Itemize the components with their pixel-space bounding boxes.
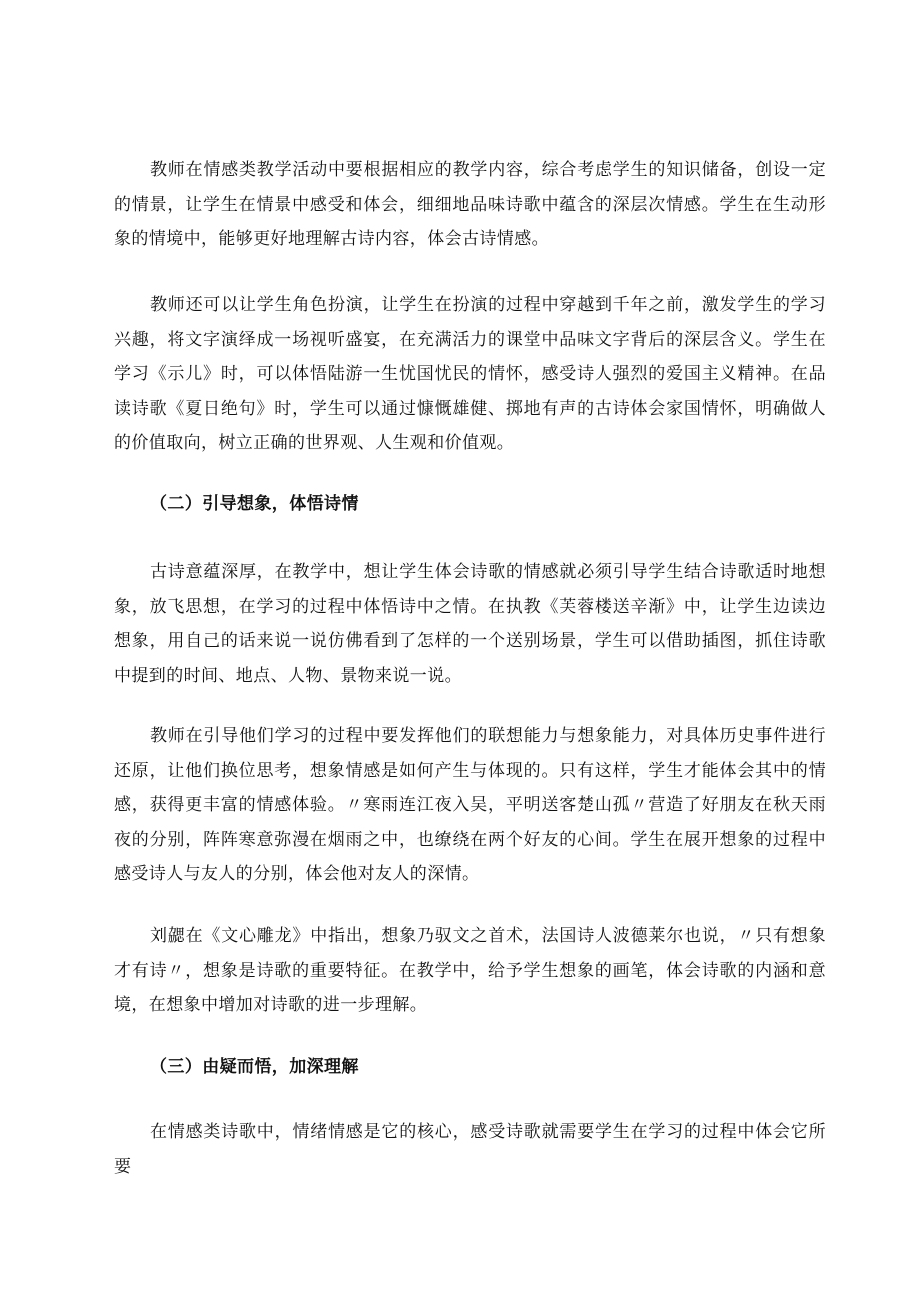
paragraph-emotion-core: 在情感类诗歌中，情绪情感是它的核心，感受诗歌就需要学生在学习的过程中体会它所要 [114, 1122, 826, 1177]
paragraph-imagination-teaching: 古诗意蕴深厚，在教学中，想让学生体会诗歌的情感就必须引导学生结合诗歌适时地想象，放飞思想，在学习的过程中体悟诗中之情。在执教《芙蓉楼送辛渐》中，让学生边读边想象，用自己的话来说一说仿佛看到了怎样的一个送别场景，学生可以借助插图，抓住诗歌中提到的时间、地点、人物、景物来说一说。 [114, 562, 826, 686]
paragraph-role-play: 教师还可以让学生角色扮演，让学生在扮演的过程中穿越到千年之前，激发学生的学习兴趣，将文字演绎成一场视听盛宴，在充满活力的课堂中品味文字背后的深层含义。学生在学习《示儿》时，可以体悟陆游一生忧国忧民的情怀，感受诗人强烈的爱国主义精神。在品读诗歌《夏日绝句》时，学生可以通过慷慨雄健、掷地有声的古诗体会家国情怀，明确做人的价值取向，树立正确的世界观、人生观和价值观。 [114, 295, 826, 453]
paragraph-association-ability: 教师在引导他们学习的过程中要发挥他们的联想能力与想象能力，对具体历史事件进行还原，让他们换位思考，想象情感是如何产生与体现的。只有这样，学生才能体会其中的情感，获得更丰富的情感体验。〃寒雨连江夜入吴，平明送客楚山孤〃营造了好朋友在秋天雨夜的分别，阵阵寒意弥漫在烟雨之中，也缭绕在两个好友的心间。学生在展开想象的过程中感受诗人与友人的分别，体会他对友人的深情。 [114, 726, 826, 884]
paragraph-wenxin-diaolong: 刘勰在《文心雕龙》中指出，想象乃驭文之首术，法国诗人波德莱尔也说，〃只有想象才有诗〃，想象是诗歌的重要特征。在教学中，给予学生想象的画笔，体会诗歌的内涵和意境，在想象中增加对诗歌的进一步理解。 [114, 926, 826, 1015]
paragraph-emotional-teaching: 教师在情感类教学活动中要根据相应的教学内容，综合考虑学生的知识储备，创设一定的情景，让学生在情景中感受和体会，细细地品味诗歌中蕴含的深层次情感。学生在生动形象的情境中，能够更好地理解古诗内容，体会古诗情感。 [114, 160, 826, 249]
section-heading-doubt-understanding: （三）由疑而悟，加深理解 [150, 1057, 359, 1077]
section-heading-guide-imagination: （二）引导想象，体悟诗情 [150, 494, 359, 514]
